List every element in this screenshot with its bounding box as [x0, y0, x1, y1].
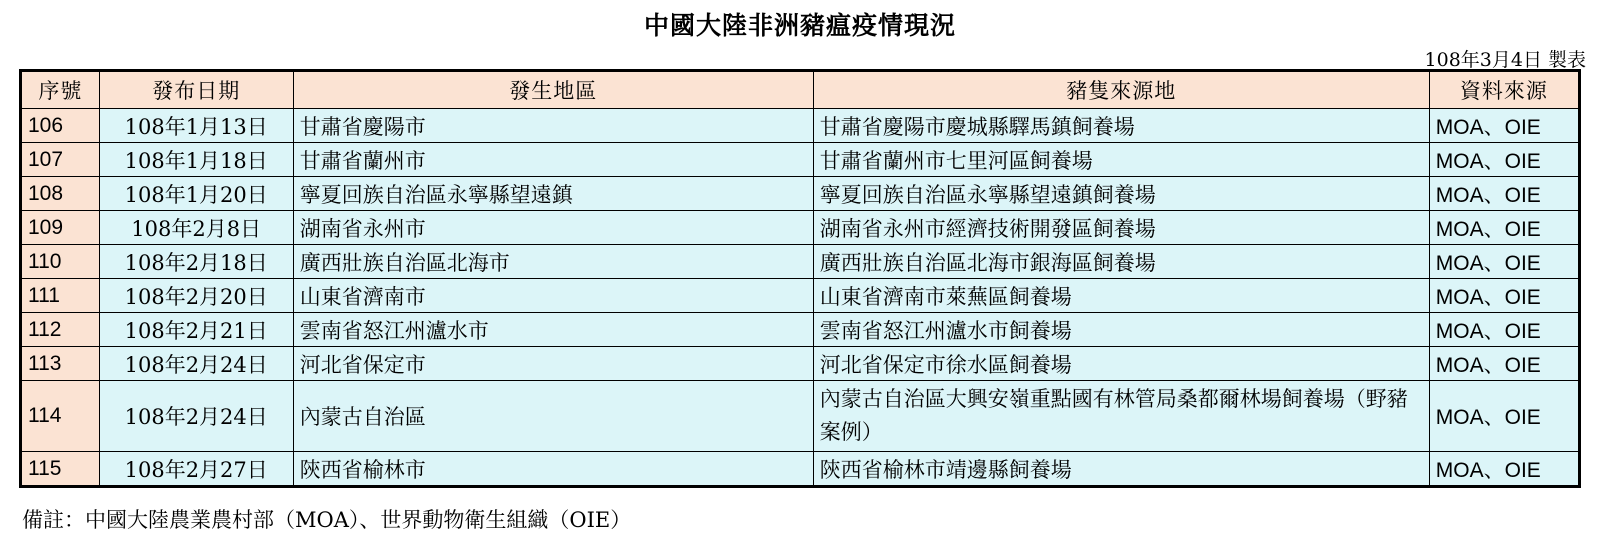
row-number: 106 — [21, 109, 100, 143]
row-number: 110 — [21, 245, 100, 279]
row-area: 寧夏回族自治區永寧縣望遠鎮 — [293, 177, 813, 211]
col-header-area: 發生地區 — [293, 71, 813, 109]
row-area: 內蒙古自治區 — [293, 381, 813, 452]
col-header-date: 發布日期 — [99, 71, 293, 109]
row-area: 甘肅省蘭州市 — [293, 143, 813, 177]
col-header-origin: 豬隻來源地 — [813, 71, 1429, 109]
table-row — [21, 109, 1580, 143]
table-row — [21, 177, 1580, 211]
table-header-row — [21, 71, 1580, 109]
table-row — [21, 211, 1580, 245]
table-row — [21, 347, 1580, 381]
row-number: 107 — [21, 143, 100, 177]
row-source: MOA、OIE — [1429, 452, 1579, 487]
row-area: 甘肅省慶陽市 — [293, 109, 813, 143]
row-source: MOA、OIE — [1429, 347, 1579, 381]
row-source: MOA、OIE — [1429, 313, 1579, 347]
row-date: 108年1月13日 — [99, 109, 293, 143]
row-source: MOA、OIE — [1429, 109, 1579, 143]
row-number: 108 — [21, 177, 100, 211]
row-origin: 廣西壯族自治區北海市銀海區飼養場 — [813, 245, 1429, 279]
table-row — [21, 452, 1580, 487]
row-number: 109 — [21, 211, 100, 245]
row-source: MOA、OIE — [1429, 211, 1579, 245]
row-origin: 湖南省永州市經濟技術開發區飼養場 — [813, 211, 1429, 245]
row-origin: 甘肅省慶陽市慶城縣驛馬鎮飼養場 — [813, 109, 1429, 143]
row-origin: 雲南省怒江州瀘水市飼養場 — [813, 313, 1429, 347]
row-area: 廣西壯族自治區北海市 — [293, 245, 813, 279]
row-number: 115 — [21, 452, 100, 487]
row-date: 108年2月24日 — [99, 347, 293, 381]
table-row — [21, 381, 1580, 452]
row-area: 河北省保定市 — [293, 347, 813, 381]
col-header-number: 序號 — [21, 71, 100, 109]
footnote: 備註：中國大陸農業農村部（MOA）、世界動物衛生組織（OIE） — [22, 508, 632, 532]
row-number: 113 — [21, 347, 100, 381]
row-source: MOA、OIE — [1429, 245, 1579, 279]
table-row — [21, 245, 1580, 279]
row-date: 108年2月27日 — [99, 452, 293, 487]
page-title: 中國大陸非洲豬瘟疫情現況 — [643, 11, 956, 40]
table-row — [21, 143, 1580, 177]
row-date: 108年2月8日 — [99, 211, 293, 245]
row-area: 陝西省榆林市 — [293, 452, 813, 487]
row-origin: 寧夏回族自治區永寧縣望遠鎮飼養場 — [813, 177, 1429, 211]
date-made: 108年3月4日 製表 — [1424, 49, 1586, 71]
row-date: 108年1月20日 — [99, 177, 293, 211]
row-area: 湖南省永州市 — [293, 211, 813, 245]
row-origin: 陝西省榆林市靖邊縣飼養場 — [813, 452, 1429, 487]
row-source: MOA、OIE — [1429, 143, 1579, 177]
row-number: 111 — [21, 279, 100, 313]
row-origin: 甘肅省蘭州市七里河區飼養場 — [813, 143, 1429, 177]
row-area: 雲南省怒江州瀘水市 — [293, 313, 813, 347]
row-origin: 河北省保定市徐水區飼養場 — [813, 347, 1429, 381]
row-date: 108年2月20日 — [99, 279, 293, 313]
table-row — [21, 313, 1580, 347]
row-source: MOA、OIE — [1429, 381, 1579, 452]
row-date: 108年1月18日 — [99, 143, 293, 177]
outbreak-table — [19, 69, 1581, 488]
row-area: 山東省濟南市 — [293, 279, 813, 313]
table-row — [21, 279, 1580, 313]
table-body — [21, 109, 1580, 487]
row-number: 114 — [21, 381, 100, 452]
row-date: 108年2月24日 — [99, 381, 293, 452]
row-source: MOA、OIE — [1429, 279, 1579, 313]
row-date: 108年2月18日 — [99, 245, 293, 279]
col-header-source: 資料來源 — [1429, 71, 1579, 109]
row-origin: 內蒙古自治區大興安嶺重點國有林管局桑都爾林場飼養場（野豬案例） — [813, 381, 1429, 452]
row-date: 108年2月21日 — [99, 313, 293, 347]
row-source: MOA、OIE — [1429, 177, 1579, 211]
row-origin: 山東省濟南市萊蕪區飼養場 — [813, 279, 1429, 313]
row-number: 112 — [21, 313, 100, 347]
